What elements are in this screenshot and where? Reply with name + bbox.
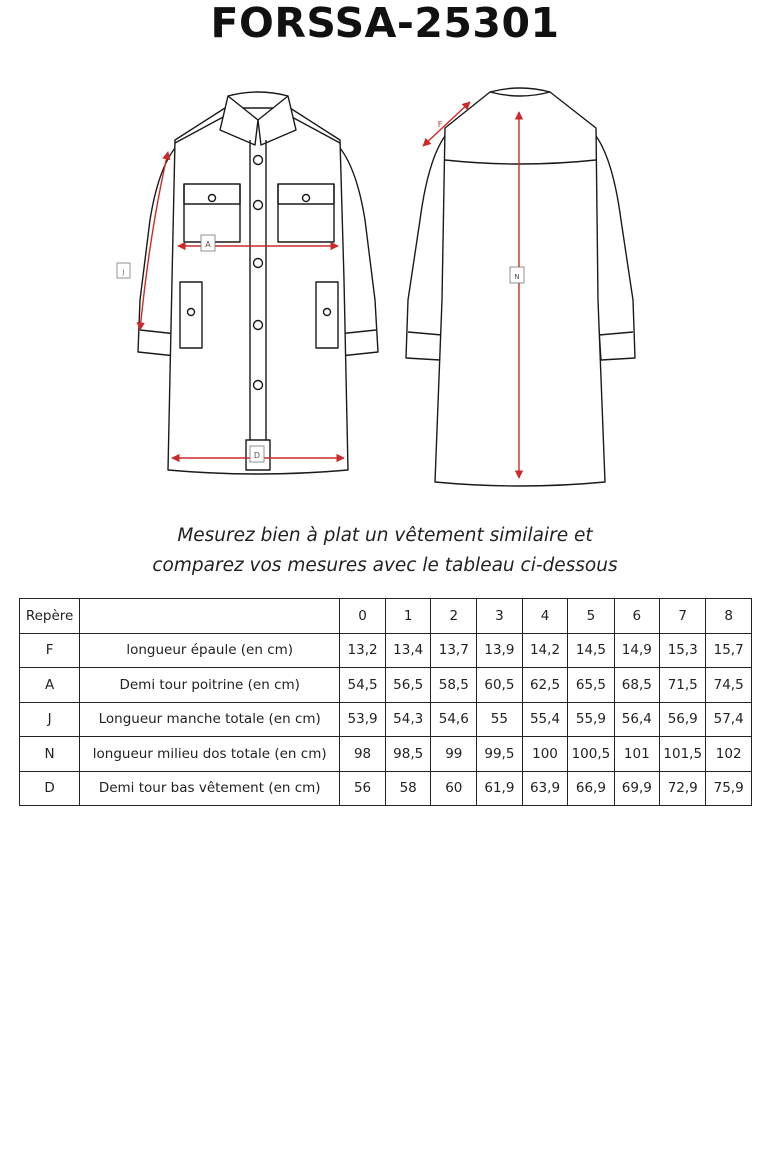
row-code: N (20, 737, 80, 772)
header-size: 3 (477, 599, 523, 634)
row-value: 101,5 (660, 737, 706, 772)
row-value: 56,9 (660, 702, 706, 737)
row-value: 98 (340, 737, 386, 772)
header-size: 7 (660, 599, 706, 634)
row-value: 99 (431, 737, 477, 772)
caption-line-1: Mesurez bien à plat un vêtement similaire et (177, 525, 593, 546)
row-value: 55,4 (522, 702, 568, 737)
header-size: 4 (522, 599, 568, 634)
row-value: 14,2 (522, 633, 568, 668)
row-value: 99,5 (477, 737, 523, 772)
row-value: 53,9 (340, 702, 386, 737)
row-value: 98,5 (385, 737, 431, 772)
measure-label-n: N (514, 273, 520, 281)
measure-label-f: F (437, 120, 443, 129)
row-value: 102 (706, 737, 752, 772)
row-value: 66,9 (568, 771, 614, 806)
row-description: Demi tour bas vêtement (en cm) (80, 771, 340, 806)
row-value: 56,4 (614, 702, 660, 737)
row-value: 75,9 (706, 771, 752, 806)
row-value: 65,5 (568, 668, 614, 703)
row-value: 100 (522, 737, 568, 772)
row-description: longueur épaule (en cm) (80, 633, 340, 668)
row-value: 57,4 (706, 702, 752, 737)
header-description (80, 599, 340, 634)
header-size: 2 (431, 599, 477, 634)
row-value: 58 (385, 771, 431, 806)
row-code: A (20, 668, 80, 703)
row-code: D (20, 771, 80, 806)
product-title: FORSSA-25301 (210, 0, 560, 47)
table-row (20, 737, 752, 772)
header-repere: Repère (20, 599, 80, 634)
row-value: 55,9 (568, 702, 614, 737)
row-value: 101 (614, 737, 660, 772)
row-value: 14,5 (568, 633, 614, 668)
header-size: 1 (385, 599, 431, 634)
garment-technical-drawing (0, 70, 770, 500)
row-value: 15,3 (660, 633, 706, 668)
row-description: Demi tour poitrine (en cm) (80, 668, 340, 703)
row-value: 13,4 (385, 633, 431, 668)
size-chart-table (19, 598, 752, 806)
table-row (20, 668, 752, 703)
row-value: 69,9 (614, 771, 660, 806)
table-row (20, 702, 752, 737)
row-value: 56,5 (385, 668, 431, 703)
row-value: 54,5 (340, 668, 386, 703)
row-value: 13,2 (340, 633, 386, 668)
row-value: 63,9 (522, 771, 568, 806)
row-value: 56 (340, 771, 386, 806)
row-description: Longueur manche totale (en cm) (80, 702, 340, 737)
coat-front-view (138, 92, 378, 474)
row-value: 14,9 (614, 633, 660, 668)
row-value: 15,7 (706, 633, 752, 668)
caption-line-2: comparez vos mesures avec le tableau ci-dessous (152, 555, 618, 576)
measure-label-a: A (205, 240, 211, 249)
row-code: F (20, 633, 80, 668)
header-size: 0 (340, 599, 386, 634)
header-size: 5 (568, 599, 614, 634)
measure-label-j: J (122, 269, 125, 276)
row-value: 60 (431, 771, 477, 806)
row-value: 58,5 (431, 668, 477, 703)
table-header-row (20, 599, 752, 634)
row-value: 72,9 (660, 771, 706, 806)
row-value: 54,6 (431, 702, 477, 737)
table-row (20, 771, 752, 806)
row-value: 13,7 (431, 633, 477, 668)
coat-back-view (406, 88, 635, 486)
header-size: 6 (614, 599, 660, 634)
row-value: 61,9 (477, 771, 523, 806)
row-value: 54,3 (385, 702, 431, 737)
row-value: 68,5 (614, 668, 660, 703)
row-value: 13,9 (477, 633, 523, 668)
row-value: 100,5 (568, 737, 614, 772)
row-description: longueur milieu dos totale (en cm) (80, 737, 340, 772)
table-row (20, 633, 752, 668)
header-size: 8 (706, 599, 752, 634)
row-code: J (20, 702, 80, 737)
row-value: 60,5 (477, 668, 523, 703)
row-value: 62,5 (522, 668, 568, 703)
row-value: 55 (477, 702, 523, 737)
measure-label-d: D (253, 451, 261, 460)
row-value: 74,5 (706, 668, 752, 703)
row-value: 71,5 (660, 668, 706, 703)
